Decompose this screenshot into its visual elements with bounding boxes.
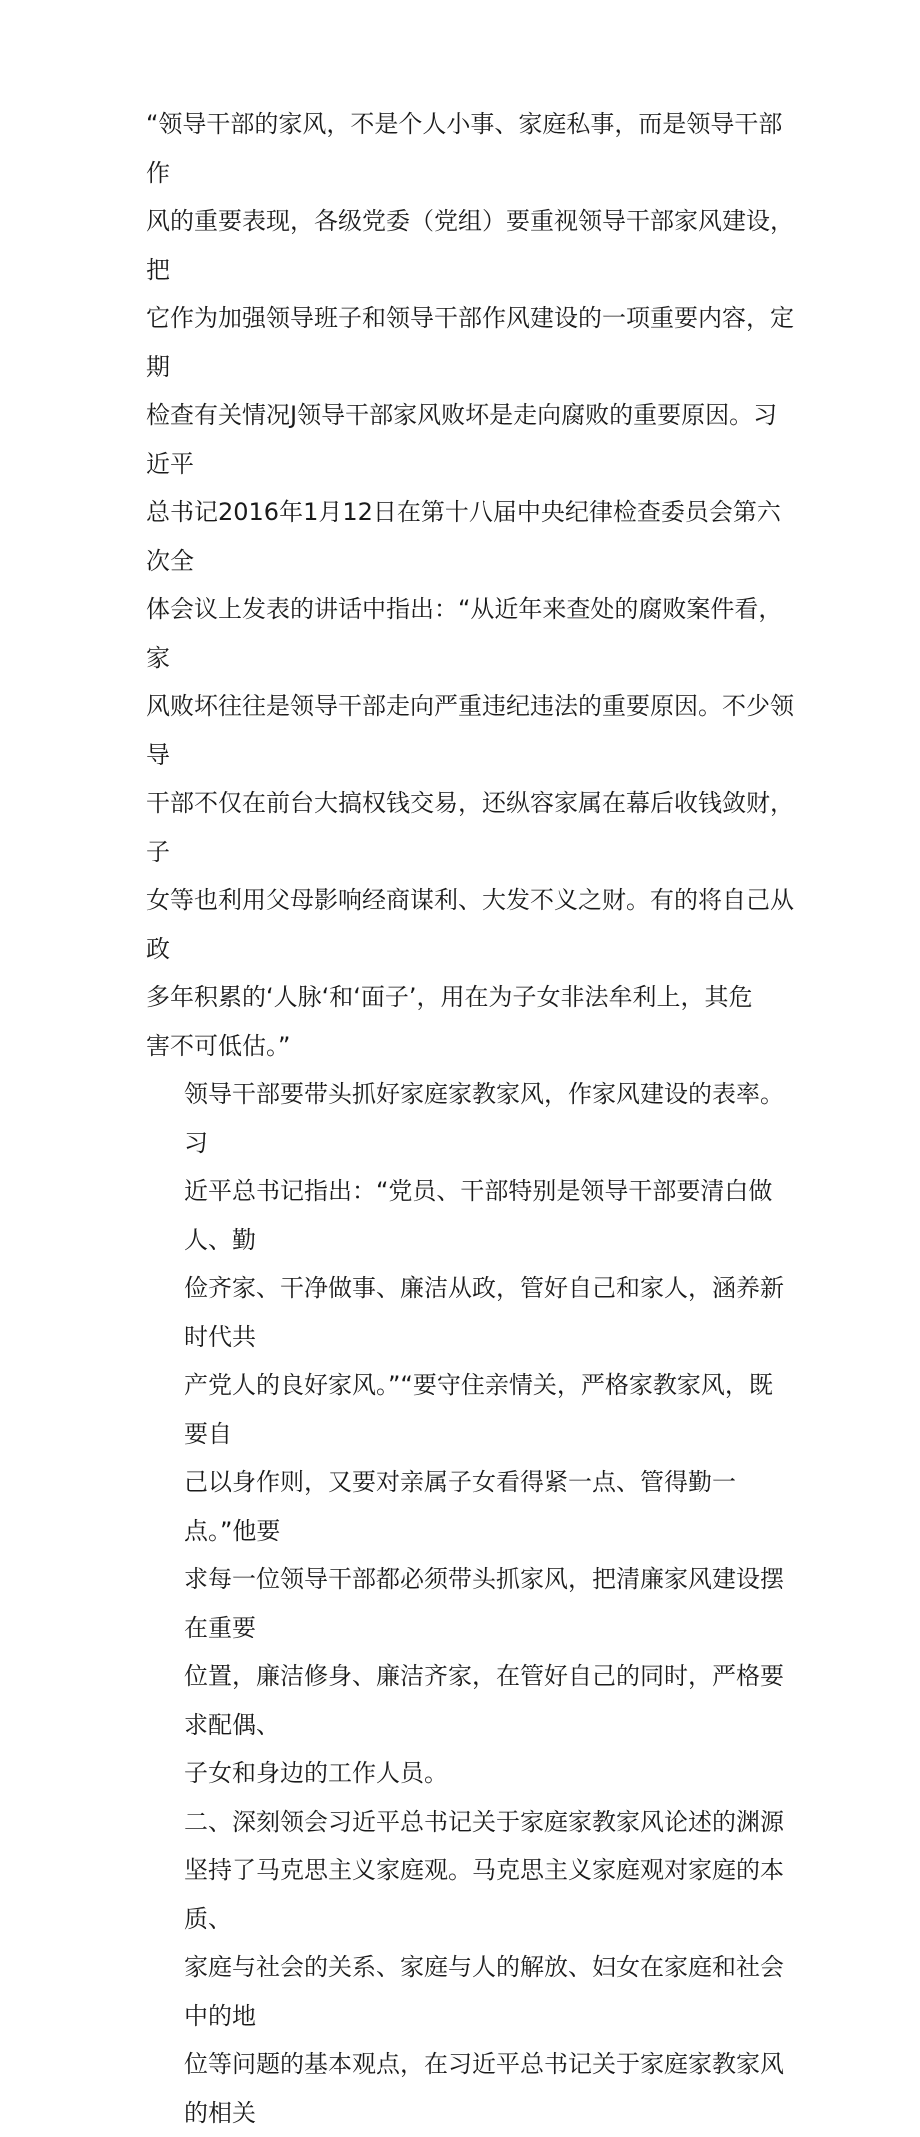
section-heading: 二、深刻领会习近平总书记关于家庭家教家风论述的渊源 — [184, 1807, 784, 1836]
body-text — [136, 100, 796, 2137]
paragraph-family-style-importance: “领导干部的家风，不是个人小事、家庭私事，而是领导干部作 风的重要表现，各级党委（党组）要重视领导干部家风建设，把 它作为加强领导班子和领导干部作风建设的一项重要内容，定期 检查有关情况J领导干部家风败坏是走向腐败的重要原因。习近平 总书记2016年1月12日在第十八届中央纪律检查委员会第六次全 体会议上发表的讲话中指出：“从近年来查处的腐败案件看，家 风败坏往往是领导干部走向严重违纪违法的重要原因。不少领导 干部不仅在前台大搞权钱交易，还纵容家属在幕后收钱敛财，子 女等也利用父母影响经商谋利、大发不义之财。有的将自己从政 多年积累的‘人脉‘和‘面子’，用在为子女非法牟利上，其危 害不可低估。” — [146, 110, 794, 1060]
paragraph-marxist-family-view: 坚持了马克思主义家庭观。马克思主义家庭观对家庭的本质、 家庭与社会的关系、家庭与人的解放、妇女在家庭和社会中的地 位等问题的基本观点，在习近平总书记关于家庭家教家风的相关 — [184, 1856, 784, 2127]
paragraph-leaders-set-example: 领导干部要带头抓好家庭家教家风，作家风建设的表率。习 近平总书记指出：“党员、干部特别是领导干部要清白做人、勤 俭齐家、干净做事、廉洁从政，管好自己和家人，涵养新时代共 产党人的良好家风。”“要守住亲情关，严格家教家风，既要自 己以身作则，又要对亲属子女看得紧一点、管得勤一点。”他要 求每一位领导干部都必须带头抓家风，把清廉家风建设摆在重要 位置，廉洁修身、廉洁齐家，在管好自己的同时，严格要求配偶、 子女和身边的工作人员。 — [184, 1080, 784, 1787]
